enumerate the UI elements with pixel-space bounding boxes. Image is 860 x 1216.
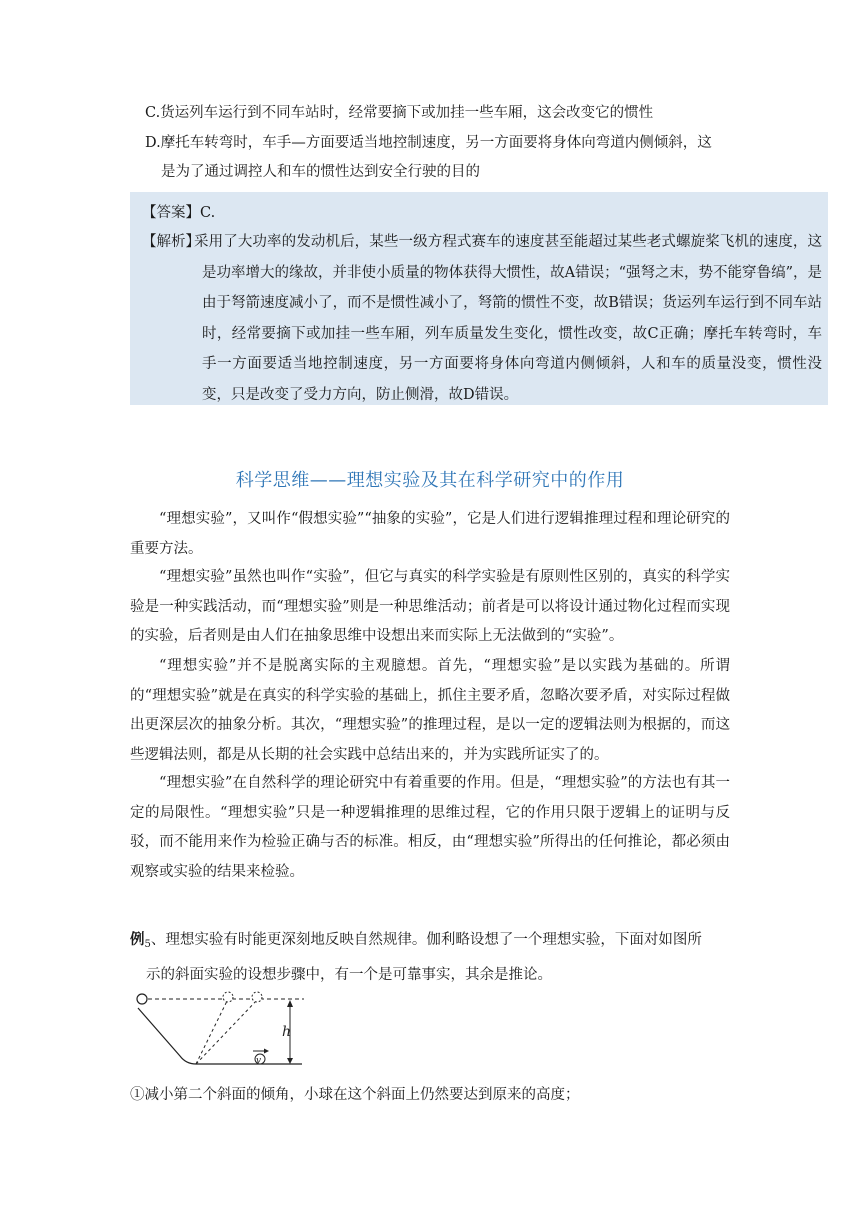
v-label: v <box>256 1056 262 1066</box>
answer-line: 【答案】C. <box>142 205 216 221</box>
paragraph-1: “理想实验”，又叫作“假想实验”“抽象的实验”，它是人们进行逻辑推理过程和理论研究的重要方法。 <box>130 511 730 557</box>
ball-position-2 <box>252 992 262 1002</box>
velocity-arrow-head <box>264 1049 269 1054</box>
second-incline-steep <box>196 999 228 1064</box>
h-label: h <box>282 1024 292 1040</box>
example-text-2: 示的斜面实验的设想步骤中，有一个是可靠事实，其余是推论。 <box>146 967 552 983</box>
example-text-1: 、理想实验有时能更深刻地反映自然规律。伽利略设想了一个理想实验，下面对如图所 <box>150 932 702 948</box>
answer-box <box>130 192 828 405</box>
example-number: 5 <box>144 939 151 950</box>
paragraph-4: “理想实验”在自然科学的理论研究中有着重要的作用。但是，“理想实验”的方法也有其一定的局限性。“理想实验”只是一种逻辑推理的思维过程，它的作用只限于逻辑上的证明与反驳，而不能用来作为检验正确与否的标准。相反，由“理想实验”所得出的任何推论，都必须由观察或实验的结果来检验。 <box>130 775 730 880</box>
explanation <box>142 227 822 410</box>
explanation-tag: 【解析】 <box>142 234 200 250</box>
option-c: C.货运列车运行到不同车站时，经常要摘下或加挂一些车厢，这会改变它的惯性 <box>145 105 654 121</box>
ball-position-1 <box>223 992 233 1002</box>
incline-and-floor <box>138 1008 302 1064</box>
example-5 <box>130 925 730 990</box>
paragraph-2: “理想实验”虽然也叫作“实验”，但它与真实的科学实验是有原则性区别的，真实的科学实验是一种实践活动，而“理想实验”则是一种思维活动；前者是可以将设计通过物化过程而实现的实验，后者则是由人们在抽象思维中设想出来而实际上无法做到的“实验”。 <box>130 569 730 644</box>
incline-figure <box>130 990 310 1072</box>
section-title: 科学思维——理想实验及其在科学研究中的作用 <box>235 470 625 491</box>
ball-start <box>137 994 147 1004</box>
paragraph-3: “理想实验”并不是脱离实际的主观臆想。首先，“理想实验”是以实践为基础的。所谓的“理想实验”就是在真实的科学实验的基础上，抓住主要矛盾，忽略次要矛盾，对实际过程做出更深层次的抽象分析。其次，“理想实验”的推理过程，是以一定的逻辑法则为根据的，而这些逻辑法则，都是从长期的社会实践中总结出来的，并为实践所证实了的。 <box>130 658 730 763</box>
second-incline-shallow <box>196 999 258 1064</box>
explanation-text: 采用了大功率的发动机后，某些一级方程式赛车的速度甚至能超过某些老式螺旋桨飞机的速度，这是功率增大的缘故，并非使小质量的物体获得大惯性，故A错误；“强弩之末，势不能穿鲁缟”，是由于弩箭速度减小了，而不是惯性减小了，弩箭的惯性不变，故B错误；货运列车运行到不同车站时，经常要摘下或加挂一些车厢，列车质量发生变化，惯性改变，故C正确；摩托车转弯时，车手一方面要适当地控制速度，另一方面要将身体向弯道内侧倾斜，人和车的质量没变，惯性没变，只是改变了受力方向，防止侧滑，故D错误。 <box>194 234 822 403</box>
height-arrow-up <box>287 1000 293 1007</box>
example-label: 例 <box>130 932 145 948</box>
option-d-line1: D.摩托车转弯时，车手—方面要适当地控制速度，另一方面要将身体向弯道内侧倾斜，这 <box>145 135 712 151</box>
step-1: ①减小第二个斜面的倾角，小球在这个斜面上仍然要达到原来的高度； <box>130 1087 580 1103</box>
option-d-line2: 是为了通过调控人和车的惯性达到安全行驶的目的 <box>161 164 480 180</box>
height-arrow-down <box>287 1058 293 1064</box>
